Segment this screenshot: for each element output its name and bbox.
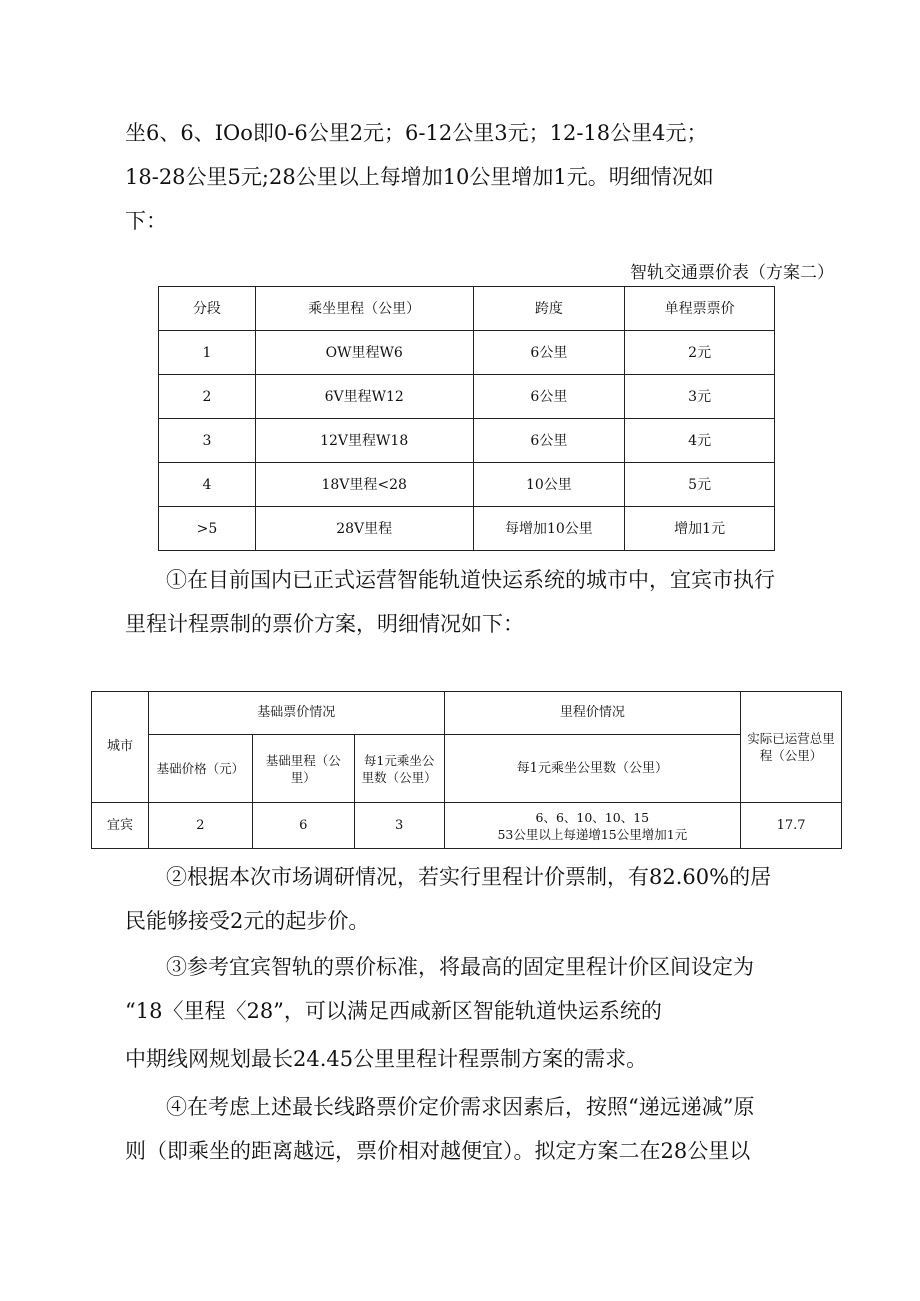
city-comparison-table: [91, 691, 842, 849]
mileage-detail-line-2: 53公里以上每递增15公里增加1元: [497, 826, 688, 842]
base-price-header: 基础价格（元）: [148, 735, 252, 803]
base-price-cell: 2: [148, 803, 252, 849]
table-cell: 4: [159, 463, 256, 507]
base-mileage-cell: 6: [252, 803, 354, 849]
fare-table-header-row: [159, 287, 775, 331]
intro-line-1: 坐6、6、IOo即0-6公里2元；6-12公里3元；12-18公里4元；: [125, 121, 708, 145]
table-cell: 增加1元: [625, 507, 775, 551]
table-cell: 6V里程W12: [255, 375, 473, 419]
fare-table-caption: 智轨交通票价表（方案二）: [630, 263, 834, 283]
table-cell: 6公里: [473, 419, 625, 463]
fare-table: [158, 286, 775, 551]
city-header: 城市: [92, 692, 149, 803]
table-cell: 28V里程: [255, 507, 473, 551]
actual-mileage-header: 实际已运营总里程（公里）: [741, 692, 842, 803]
mileage-detail-cell: [444, 803, 741, 849]
table-row: [159, 375, 775, 419]
table-cell: 10公里: [473, 463, 625, 507]
base-group-header: 基础票价情况: [148, 692, 444, 735]
header-cell: 跨度: [473, 287, 625, 331]
intro-line-2: 18-28公里5元;28公里以上每增加10公里增加1元。明细情况如: [125, 165, 714, 189]
table-row: [159, 507, 775, 551]
header-cell: 乘坐里程（公里）: [255, 287, 473, 331]
per-yuan-detail-header: 每1元乘坐公里数（公里）: [444, 735, 741, 803]
table-cell: 5元: [625, 463, 775, 507]
paragraph-3-line-2: “18〈里程〈28”，可以满足西咸新区智能轨道快运系统的: [125, 999, 662, 1023]
table-cell: >5: [159, 507, 256, 551]
table-row: [159, 463, 775, 507]
paragraph-3-line-3: 中期线网规划最长24.45公里里程计程票制方案的需求。: [125, 1047, 648, 1071]
paragraph-3-line-1: ③参考宜宾智轨的票价标准，将最高的固定里程计价区间设定为: [166, 955, 754, 979]
paragraph-2-line-2: 民能够接受2元的起步价。: [125, 909, 370, 933]
paragraph-2-line-1: ②根据本次市场调研情况，若实行里程计价票制，有82.60%的居: [166, 865, 772, 889]
table-row: [92, 803, 842, 849]
header-cell: 分段: [159, 287, 256, 331]
base-mileage-header: 基础里程（公里）: [252, 735, 354, 803]
mileage-group-header: 里程价情况: [444, 692, 741, 735]
table-cell: 3元: [625, 375, 775, 419]
table-cell: 3: [159, 419, 256, 463]
table-cell: 每增加10公里: [473, 507, 625, 551]
table-cell: 1: [159, 331, 256, 375]
table-cell: 2: [159, 375, 256, 419]
paragraph-4-line-1: ④在考虑上述最长线路票价定价需求因素后，按照“递远递减”原: [166, 1095, 755, 1119]
table-cell: 6公里: [473, 375, 625, 419]
mileage-detail-line-1: 6、6、10、10、15: [535, 809, 650, 825]
intro-line-3: 下：: [125, 209, 167, 233]
table-cell: 2元: [625, 331, 775, 375]
table-cell: OW里程W6: [255, 331, 473, 375]
table-row: [159, 331, 775, 375]
paragraph-1-line-2: 里程计程票制的票价方案，明细情况如下：: [125, 612, 524, 636]
city-cell: 宜宾: [92, 803, 149, 849]
paragraph-4-line-2: 则（即乘坐的距离越远，票价相对越便宜）。拟定方案二在28公里以: [125, 1139, 751, 1163]
table-cell: 18V里程<28: [255, 463, 473, 507]
table-row: [159, 419, 775, 463]
per-yuan-header: 每1元乘坐公里数（公里）: [354, 735, 444, 803]
city-table-header-row-2: [92, 735, 842, 803]
actual-mileage-cell: 17.7: [741, 803, 842, 849]
per-yuan-cell: 3: [354, 803, 444, 849]
city-table-header-row-1: [92, 692, 842, 735]
table-cell: 4元: [625, 419, 775, 463]
table-cell: 6公里: [473, 331, 625, 375]
header-cell: 单程票票价: [625, 287, 775, 331]
table-cell: 12V里程W18: [255, 419, 473, 463]
paragraph-1-line-1: ①在目前国内已正式运营智能轨道快运系统的城市中，宜宾市执行: [166, 568, 775, 592]
